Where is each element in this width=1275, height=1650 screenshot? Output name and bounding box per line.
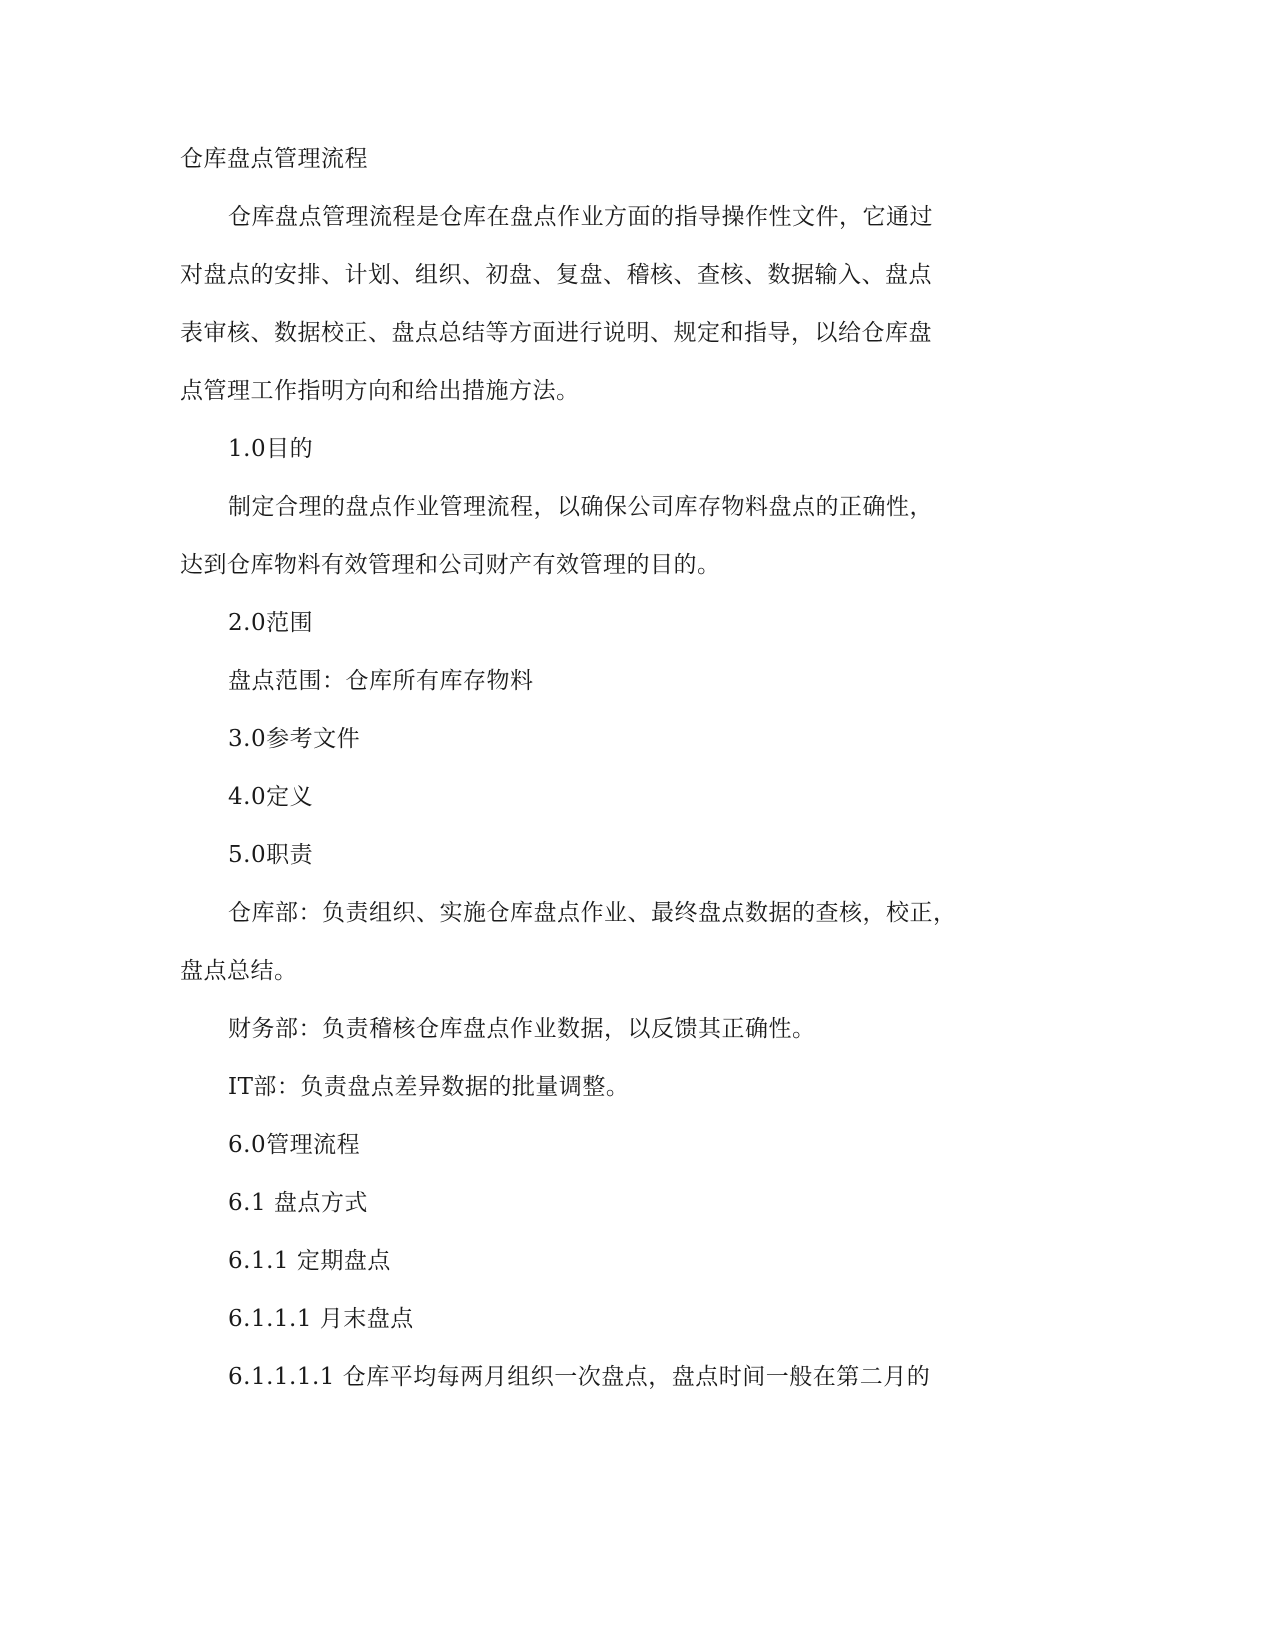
- section-heading-scope: 2.0范围: [228, 610, 314, 636]
- section-heading-responsibilities: 5.0职责: [228, 842, 314, 868]
- intro-line: 表审核、数据校正、盘点总结等方面进行说明、规定和指导，以给仓库盘: [180, 320, 932, 346]
- subsection-heading: 6.1 盘点方式: [228, 1190, 368, 1216]
- duty-warehouse-line: 仓库部：负责组织、实施仓库盘点作业、最终盘点数据的查核，校正，: [228, 900, 957, 926]
- purpose-line: 达到仓库物料有效管理和公司财产有效管理的目的。: [180, 552, 721, 578]
- subsection-heading: 6.1.1.1 月末盘点: [228, 1306, 414, 1332]
- duty-it: IT部：负责盘点差异数据的批量调整。: [228, 1074, 630, 1100]
- document-title: 仓库盘点管理流程: [180, 146, 368, 172]
- subsection-text: 6.1.1.1.1 仓库平均每两月组织一次盘点，盘点时间一般在第二月的: [228, 1364, 931, 1390]
- section-heading-references: 3.0参考文件: [228, 726, 361, 752]
- subsection-heading: 6.1.1 定期盘点: [228, 1248, 391, 1274]
- intro-line: 对盘点的安排、计划、组织、初盘、复盘、稽核、查核、数据输入、盘点: [180, 262, 932, 288]
- duty-warehouse-line: 盘点总结。: [180, 958, 298, 984]
- duty-finance: 财务部：负责稽核仓库盘点作业数据，以反馈其正确性。: [228, 1016, 816, 1042]
- scope-text: 盘点范围：仓库所有库存物料: [228, 668, 534, 694]
- section-heading-management-process: 6.0管理流程: [228, 1132, 361, 1158]
- intro-line: 点管理工作指明方向和给出措施方法。: [180, 378, 580, 404]
- intro-line: 仓库盘点管理流程是仓库在盘点作业方面的指导操作性文件，它通过: [228, 204, 933, 230]
- purpose-line: 制定合理的盘点作业管理流程，以确保公司库存物料盘点的正确性，: [228, 494, 933, 520]
- section-heading-purpose: 1.0目的: [228, 436, 314, 462]
- section-heading-definitions: 4.0定义: [228, 784, 314, 810]
